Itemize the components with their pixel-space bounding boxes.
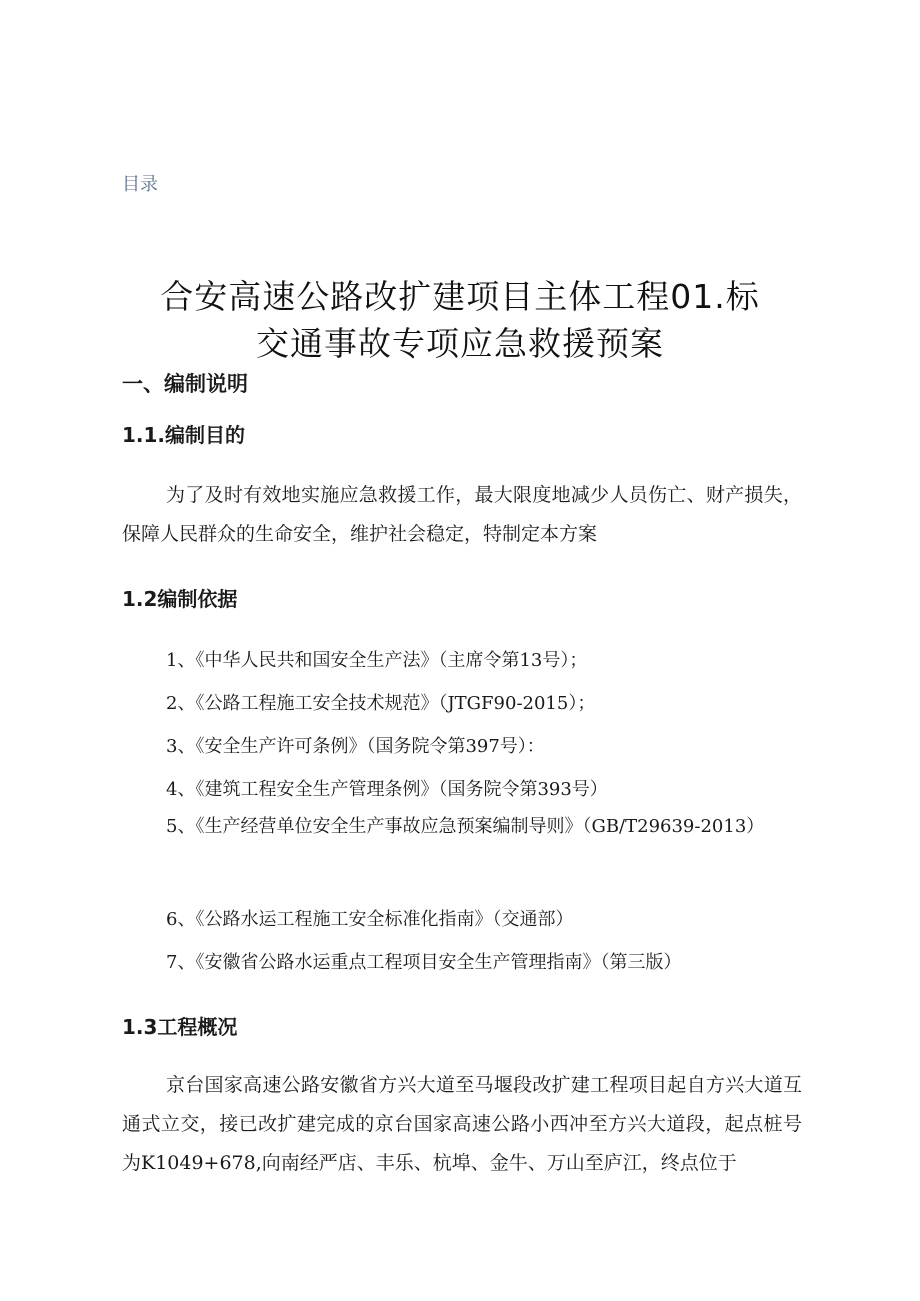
subsection-heading-1-1: 1.1.编制目的 bbox=[122, 423, 246, 447]
paragraph-project-overview: 京台国家高速公路安徽省方兴大道至马堰段改扩建工程项目起自方兴大道互通式立交，接已改扩建完成的京台国家高速公路小西冲至方兴大道段，起点桩号为K1049+678,向南经严店、丰乐、杭埠、金牛、万山至庐江，终点位于 bbox=[122, 1074, 802, 1174]
basis-item: 3、《安全生产许可条例》（国务院令第397号）： bbox=[166, 736, 545, 757]
basis-item: 2、《公路工程施工安全技术规范》（JTGF90-2015）； bbox=[166, 693, 596, 714]
toc-link[interactable]: 目录 bbox=[122, 174, 158, 195]
subsection-heading-1-3: 1.3工程概况 bbox=[122, 1015, 238, 1039]
basis-item: 5、《生产经营单位安全生产事故应急预案编制导则》（GB/T29639-2013） bbox=[166, 816, 765, 837]
document-title-line-1: 合安高速公路改扩建项目主体工程01.标 bbox=[160, 277, 760, 316]
subsection-heading-1-2: 1.2编制依据 bbox=[122, 587, 238, 611]
basis-item: 4、《建筑工程安全生产管理条例》（国务院令第393号） bbox=[166, 779, 608, 800]
paragraph-purpose: 为了及时有效地实施应急救援工作，最大限度地减少人员伤亡、财产损失，保障人民群众的生命安全，维护社会稳定，特制定本方案 bbox=[122, 484, 802, 545]
basis-item: 1、《中华人民共和国安全生产法》（主席令第13号）； bbox=[166, 650, 588, 671]
section-heading: 一、编制说明 bbox=[122, 372, 248, 396]
basis-item: 7、《安徽省公路水运重点工程项目安全生产管理指南》（第三版） bbox=[166, 952, 682, 973]
basis-item: 6、《公路水运工程施工安全标准化指南》（交通部） bbox=[166, 909, 574, 930]
document-title-line-2: 交通事故专项应急救援预案 bbox=[256, 324, 664, 363]
